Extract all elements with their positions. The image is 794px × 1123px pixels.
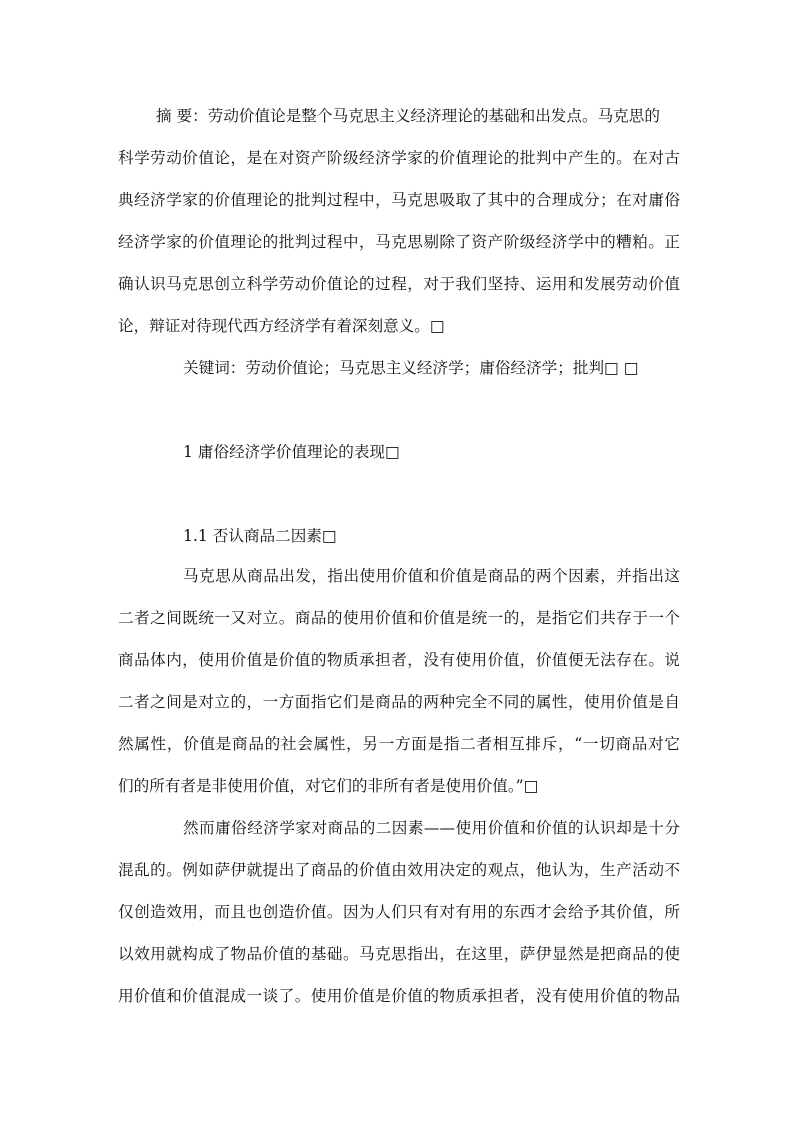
abstract-line: 科学劳动价值论，是在对资产阶级经济学家的价值理论的批判中产生的。在对古	[118, 149, 680, 167]
abstract-last-text: 论，辩证对待现代西方经济学有着深刻意义。	[118, 317, 430, 335]
paragraph-line: 混乱的。例如萨伊就提出了商品的价值由效用决定的观点，他认为，生产活动不	[118, 861, 680, 879]
paragraph-last-text: 们的所有者是非使用价值，对它们的非所有者是使用价值。”	[118, 777, 524, 795]
abstract-line: 摘 要：劳动价值论是整个马克思主义经济理论的基础和出发点。马克思的	[156, 107, 660, 125]
paragraph-line: 仅创造效用，而且也创造价值。因为人们只有对有用的东西才会给予其价值，所	[118, 903, 680, 921]
abstract-line: 确认识马克思创立科学劳动价值论的过程，对于我们坚持、运用和发展劳动价值	[118, 275, 680, 293]
paragraph-line	[118, 776, 538, 796]
paragraph-line: 以效用就构成了物品价值的基础。马克思指出，在这里，萨伊显然是把商品的使	[118, 945, 680, 963]
abstract-line: 经济学家的价值理论的批判过程中，马克思剔除了资产阶级经济学中的糟粕。正	[118, 233, 680, 251]
paragraph-line: 商品体内，使用价值是价值的物质承担者，没有使用价值，价值便无法存在。说	[118, 651, 680, 669]
paragraph-line: 然而庸俗经济学家对商品的二因素——使用价值和价值的认识却是十分	[183, 819, 680, 837]
paragraph-line: 然属性，价值是商品的社会属性，另一方面是指二者相互排斥，“一切商品对它	[118, 735, 680, 753]
keywords-text: 关键词：劳动价值论；马克思主义经济学；庸俗经济学；批判	[183, 359, 605, 377]
paragraph-mark: □	[385, 443, 400, 461]
subsection-heading	[183, 526, 337, 546]
paragraph-line: 用价值和价值混成一谈了。使用价值是价值的物质承担者，没有使用价值的物品	[118, 987, 680, 1005]
paragraph-line: 二者之间既统一又对立。商品的使用价值和价值是统一的，是指它们共存于一个	[118, 609, 680, 627]
paragraph-mark: □	[321, 527, 337, 545]
abstract-line	[118, 316, 445, 336]
paragraph-mark: □ □	[604, 359, 639, 377]
section-heading-text: 1 庸俗经济学价值理论的表现	[183, 443, 386, 461]
subsection-heading-text: 1.1 否认商品二因素	[183, 527, 322, 545]
paragraph-line: 马克思从商品出发，指出使用价值和价值是商品的两个因素，并指出这	[183, 567, 680, 585]
abstract-line: 典经济学家的价值理论的批判过程中，马克思吸取了其中的合理成分；在对庸俗	[118, 191, 680, 209]
paragraph-mark: □	[523, 777, 539, 795]
paragraph-line: 二者之间是对立的，一方面指它们是商品的两种完全不同的属性，使用价值是自	[118, 693, 680, 711]
paragraph-mark: □	[429, 317, 445, 335]
keywords	[183, 358, 638, 378]
section-heading	[183, 442, 400, 462]
